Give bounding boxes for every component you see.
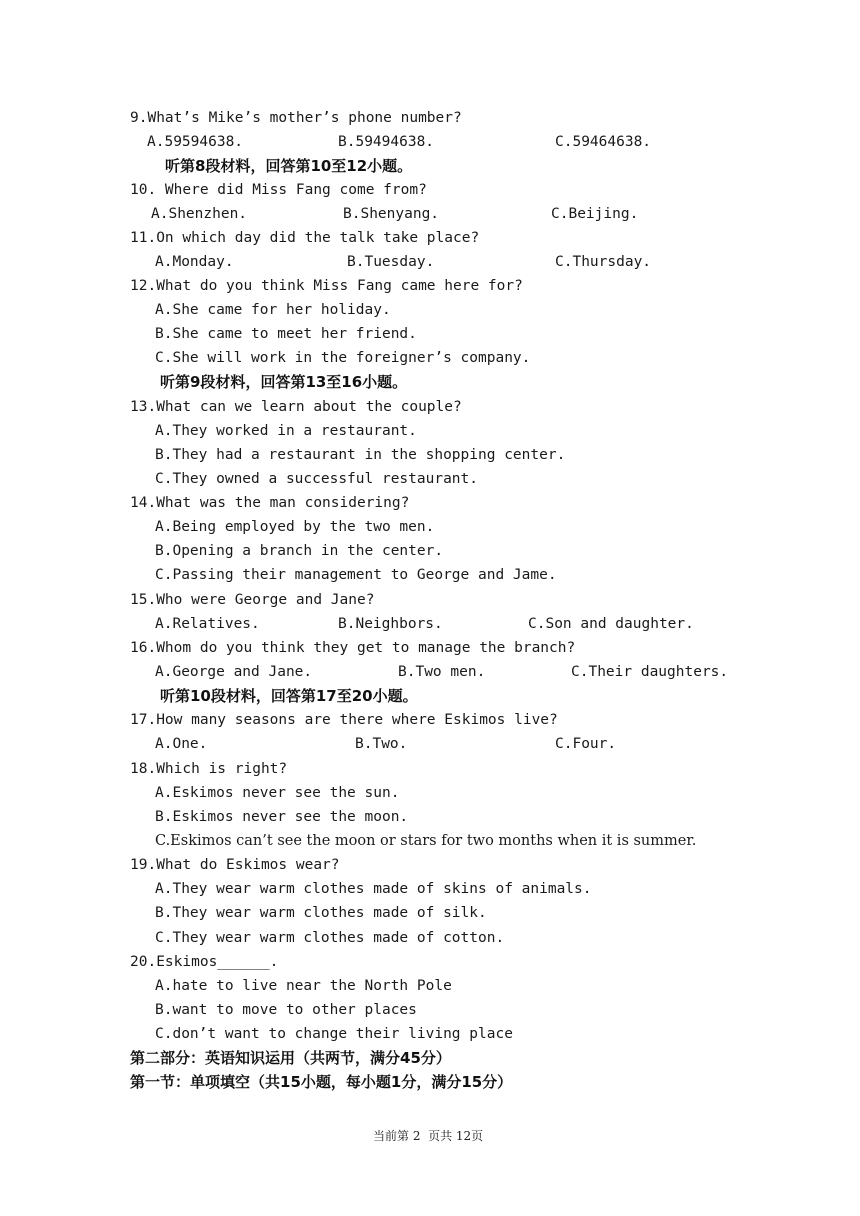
question-16-stem: 16.Whom do you think they get to manage the branch? xyxy=(130,640,576,656)
question-17-option-c: C.Four. xyxy=(555,736,617,752)
question-10-stem: 10. Where did Miss Fang come from? xyxy=(130,182,427,198)
question-10-option-c: C.Beijing. xyxy=(551,206,639,222)
question-12-option-a: A.She came for her holiday. xyxy=(155,302,391,318)
listening-section-10-heading: 听第10段材料，回答第17至20小题。 xyxy=(160,687,418,705)
question-14-option-b: B.Opening a branch in the center. xyxy=(155,543,444,559)
question-19-option-b: B.They wear warm clothes made of silk. xyxy=(155,905,487,921)
question-10-option-a: A.Shenzhen. xyxy=(151,206,248,222)
question-12-stem: 12.What do you think Miss Fang came here for? xyxy=(130,278,523,294)
part-2-title: 第二部分：英语知识运用（共两节，满分45分） xyxy=(130,1049,451,1067)
listening-section-9-heading: 听第9段材料，回答第13至16小题。 xyxy=(160,373,408,391)
question-18-option-c: C.Eskimos can’t see the moon or stars for two months when it is summer. xyxy=(155,833,697,849)
question-19-stem: 19.What do Eskimos wear? xyxy=(130,857,340,873)
question-9-option-a: A.59594638. xyxy=(147,134,244,150)
question-16-option-b: B.Two men. xyxy=(398,664,486,680)
question-14-stem: 14.What was the man considering? xyxy=(130,495,410,511)
question-18-option-a: A.Eskimos never see the sun. xyxy=(155,785,400,801)
question-18-stem: 18.Which is right? xyxy=(130,761,288,777)
question-19-option-a: A.They wear warm clothes made of skins of animals. xyxy=(155,881,592,897)
question-11-option-b: B.Tuesday. xyxy=(347,254,435,270)
question-17-option-b: B.Two. xyxy=(355,736,408,752)
question-17-option-a: A.One. xyxy=(155,736,208,752)
question-9-option-c: C.59464638. xyxy=(555,134,652,150)
question-16-option-a: A.George and Jane. xyxy=(155,664,313,680)
question-20-option-b: B.want to move to other places xyxy=(155,1002,417,1018)
question-20-option-a: A.hate to live near the North Pole xyxy=(155,978,452,994)
question-13-option-b: B.They had a restaurant in the shopping center. xyxy=(155,447,566,463)
question-20-stem: 20.Eskimos______. xyxy=(130,954,279,970)
page-number-footer: 当前第 2 页共 12页 xyxy=(373,1129,484,1143)
listening-section-8-heading: 听第8段材料，回答第10至12小题。 xyxy=(165,157,413,175)
question-13-option-c: C.They owned a successful restaurant. xyxy=(155,471,479,487)
part-2-section-1-title: 第一节：单项填空（共15小题，每小题1分，满分15分） xyxy=(130,1073,513,1091)
question-11-stem: 11.On which day did the talk take place? xyxy=(130,230,480,246)
question-13-option-a: A.They worked in a restaurant. xyxy=(155,423,417,439)
question-11-option-a: A.Monday. xyxy=(155,254,234,270)
question-9-option-b: B.59494638. xyxy=(338,134,435,150)
question-17-stem: 17.How many seasons are there where Eskimos live? xyxy=(130,712,558,728)
question-10-option-b: B.Shenyang. xyxy=(343,206,440,222)
question-12-option-b: B.She came to meet her friend. xyxy=(155,326,417,342)
question-18-option-b: B.Eskimos never see the moon. xyxy=(155,809,409,825)
question-13-stem: 13.What can we learn about the couple? xyxy=(130,399,462,415)
question-15-option-c: C.Son and daughter. xyxy=(528,616,694,632)
question-11-option-c: C.Thursday. xyxy=(555,254,652,270)
question-9-stem: 9.What’s Mike’s mother’s phone number? xyxy=(130,110,462,126)
question-20-option-c: C.don’t want to change their living place xyxy=(155,1026,513,1042)
question-16-option-c: C.Their daughters. xyxy=(571,664,729,680)
question-12-option-c: C.She will work in the foreigner’s company. xyxy=(155,350,531,366)
question-19-option-c: C.They wear warm clothes made of cotton. xyxy=(155,930,505,946)
question-15-option-b: B.Neighbors. xyxy=(338,616,443,632)
question-15-option-a: A.Relatives. xyxy=(155,616,260,632)
question-14-option-c: C.Passing their management to George and Jame. xyxy=(155,567,557,583)
question-15-stem: 15.Who were George and Jane? xyxy=(130,592,375,608)
question-14-option-a: A.Being employed by the two men. xyxy=(155,519,435,535)
